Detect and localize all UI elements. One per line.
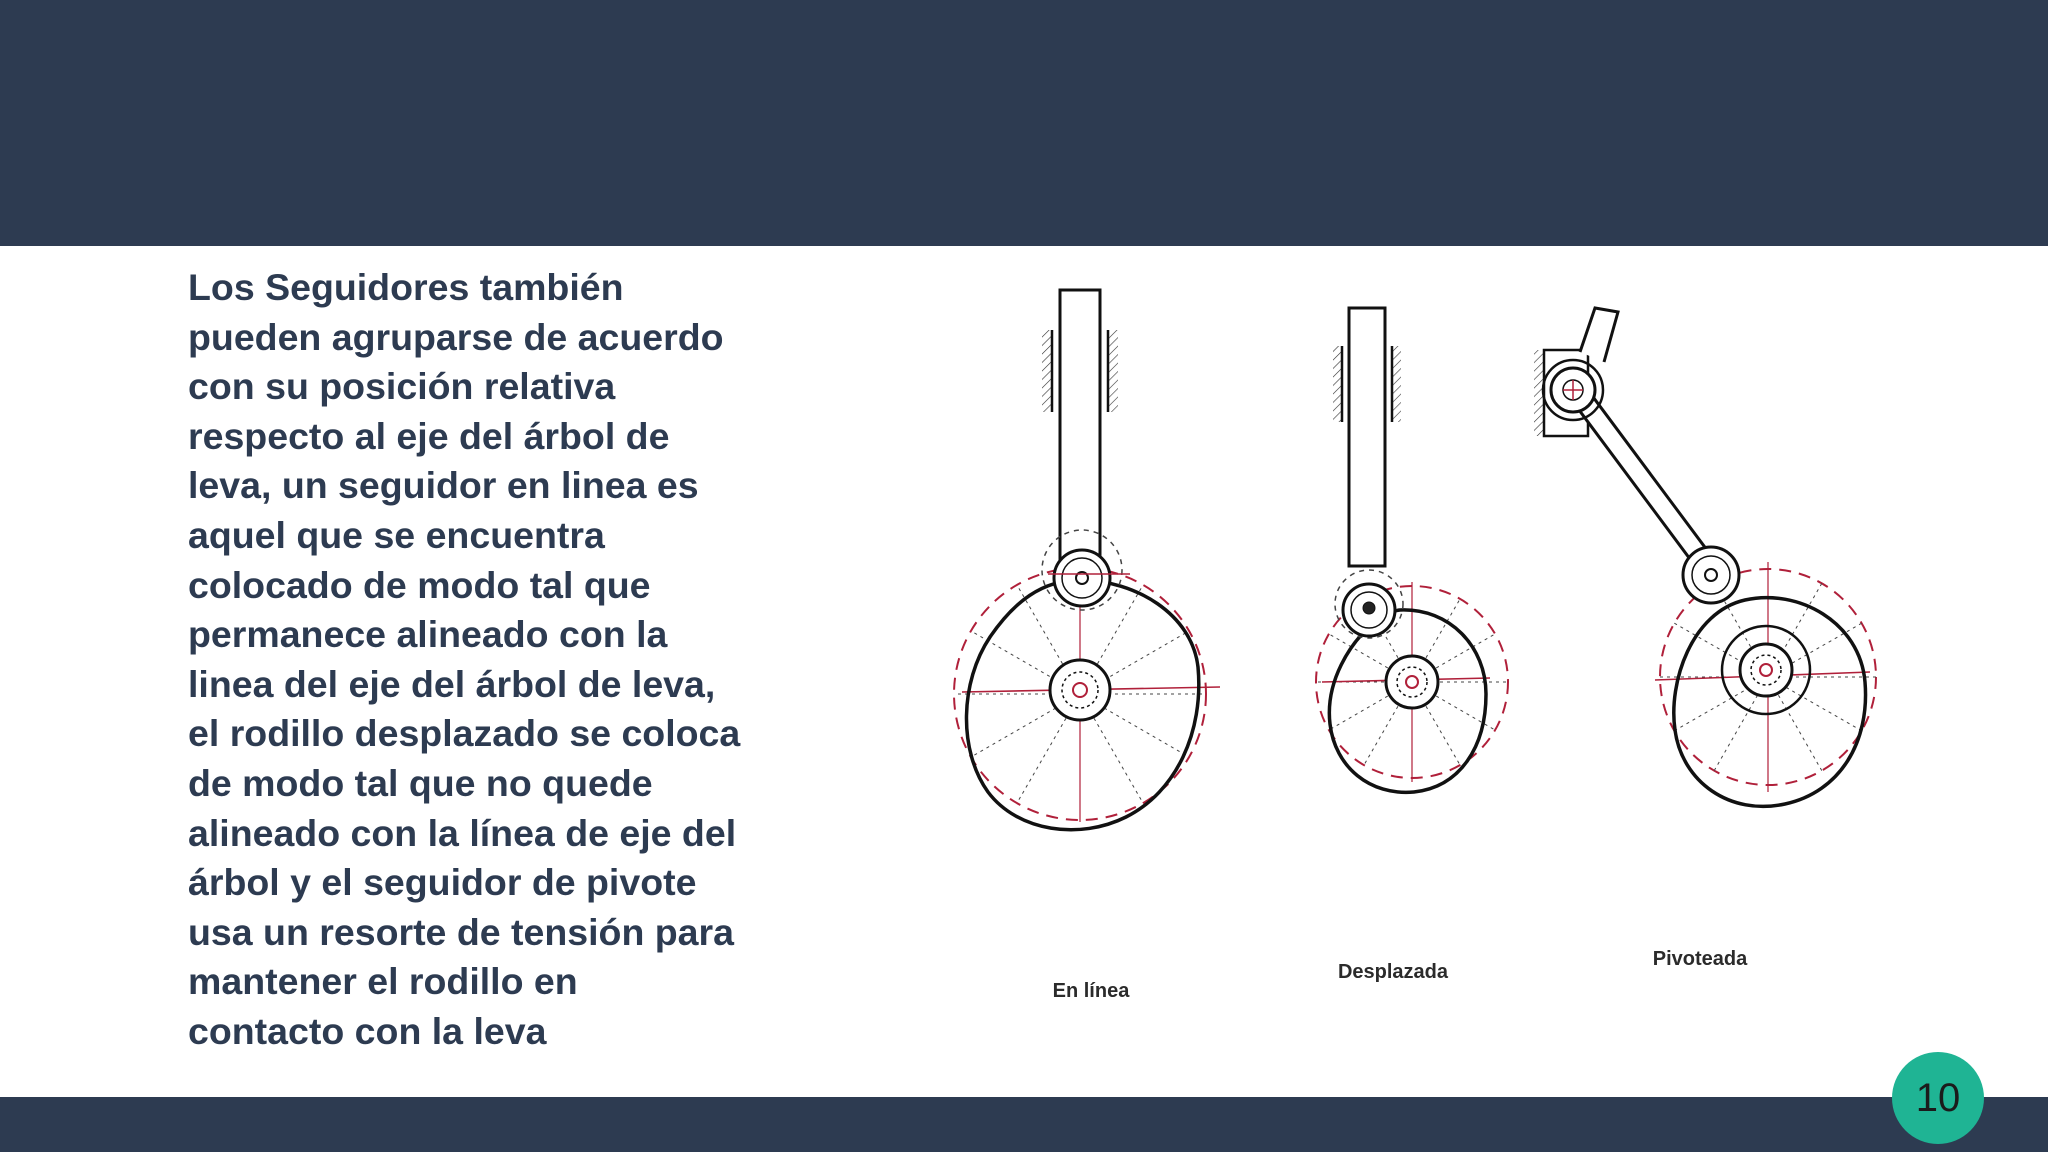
header-band bbox=[0, 0, 2048, 246]
pivoted-cam-profile bbox=[1674, 598, 1866, 807]
body-line: usa un resorte de tensión para bbox=[188, 910, 734, 953]
body-line: mantener el rodillo en bbox=[188, 960, 578, 1003]
offset-label: Desplazada bbox=[1337, 961, 1449, 983]
offset-follower-group bbox=[1316, 308, 1508, 983]
body-line: respecto al eje del árbol de bbox=[188, 414, 670, 457]
footer-band bbox=[0, 1097, 2048, 1152]
body-line: Los Seguidores también bbox=[188, 266, 624, 308]
body-line: colocado de modo tal que bbox=[188, 563, 651, 606]
body-line: alineado con la línea de eje del bbox=[188, 811, 737, 854]
inline-label: En línea bbox=[1052, 980, 1130, 1002]
offset-cam-hub bbox=[1386, 656, 1438, 708]
offset-follower-stem bbox=[1349, 308, 1385, 566]
body-line: árbol y el seguidor de pivote bbox=[188, 861, 697, 904]
body-line: permanece alineado con la bbox=[188, 613, 668, 656]
body-line: con su posición relativa bbox=[188, 365, 616, 408]
body-paragraph bbox=[188, 263, 828, 1057]
body-line: el rodillo desplazado se coloca bbox=[188, 712, 741, 755]
inline-cam-hub bbox=[1050, 660, 1110, 720]
body-line: aquel que se encuentra bbox=[188, 513, 605, 556]
inline-follower-stem bbox=[1060, 290, 1100, 562]
cam-follower-figure bbox=[930, 262, 1890, 1032]
cam-follower-diagram bbox=[930, 262, 1890, 1032]
body-line: de modo tal que no quede bbox=[188, 761, 653, 804]
page-number-badge bbox=[1892, 1052, 1984, 1144]
pivoted-label: Pivoteada bbox=[1652, 948, 1748, 970]
page-number: 10 bbox=[1915, 1075, 1961, 1120]
body-line: contacto con la leva bbox=[188, 1009, 547, 1052]
inline-follower-group bbox=[954, 290, 1220, 1002]
body-line: linea del eje del árbol de leva, bbox=[188, 662, 716, 705]
pivoted-follower-group bbox=[1534, 308, 1876, 970]
body-line: pueden agruparse de acuerdo bbox=[188, 315, 724, 358]
body-line: leva, un seguidor en linea es bbox=[188, 464, 699, 507]
pivoted-cam-hub bbox=[1740, 644, 1792, 696]
pivot-arm bbox=[1576, 390, 1710, 570]
